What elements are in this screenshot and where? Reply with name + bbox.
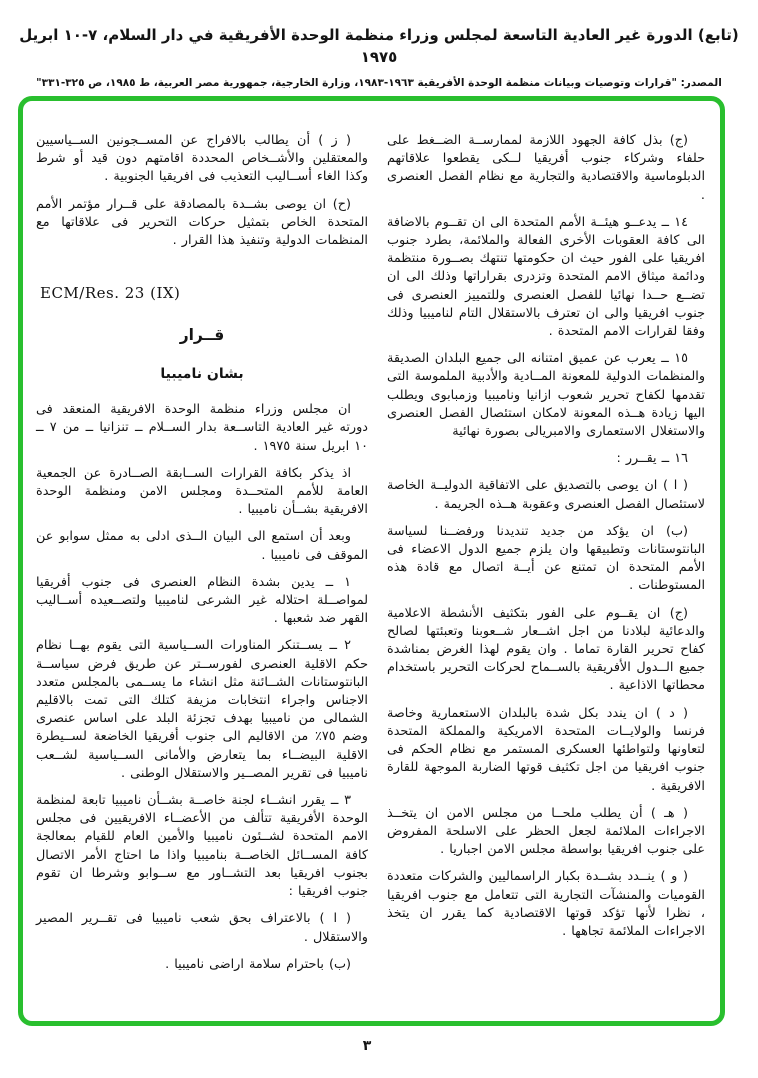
paragraph: (ج) ان يقــوم على الفور بتكثيف الأنشطة الاعلامية والدعائية لبلادنا من اجل اشــعار شــعوبنا وتعبئتها لصالح كفاح تحرير القارة تماما . وان يقوم لهذا الغرض بمناشدة جميع الــدول الأفريقية بالســماح لحركات التحرير باستخدام محطاتها الاذاعية . (387, 605, 705, 694)
resolution-subject: بشان ناميبيا (160, 366, 244, 383)
paragraph: ١٥ ــ يعرب عن عميق امتنانه الى جميع البلدان الصديقة والمنظمات الدولية للمعونة المــادية والأدبية الملموسة التى تقدمها لكفاح تحرير شعوب ازانيا وناميبيا وزمبابوى ويطلب اليها زيادة هــذه المعونة لامكان استئصال الفصل العنصرى والاستغلال الاستعمارى والامبريالى بصورة نهائية (387, 351, 705, 440)
paragraph: ٣ ــ يقرر انشــاء لجنة خاصــة بشــأن ناميبيا تابعة لمنظمة الوحدة الأفريقية تتألف من الأعضــاء الافريقيين فى مجلس الامم المتحدة لشــئون ناميبيا والأمين العام للقيام بمعالجة كافة المســائل الخاصــة بناميبيا واذا ما احتاج الأمر الاتصال بجنوب افريقيا بعد التشــاور مع ســوابو وشرطا ان تقوم جنوب افريقيا : (36, 793, 368, 900)
paragraph: اذ يذكر بكافة القرارات الســابقة الصــادرة عن الجمعية العامة للأمم المتحــدة ومجلس الامن ومنظمة الوحدة الافريقية بشــأن ناميبيا . (36, 465, 368, 518)
paragraph: ( ا ) ان يوصى بالتصديق على الاتفاقية الدوليــة الخاصة لاستئصال الفصل العنصرى وعقوبة هــذه الجريمة . (387, 478, 705, 512)
paragraph: وبعد أن استمع الى البيان الــذى ادلى به ممثل سوابو عن الموقف فى ناميبيا . (36, 529, 368, 563)
paragraph: ( هـ ) أن يطلب ملحــا من مجلس الامن ان يتخــذ الاجراءات الملائمة لجعل الحظر على الاسلحة المفروض على جنوب افريقيا بواسطة مجلس الامن اجباريا . (387, 805, 705, 858)
paragraph: (ج) بذل كافة الجهود اللازمة لممارســة الضــغط على حلفاء وشركاء جنوب أفريقيا لــكى يقطعوا علاقاتهم الدبلوماسية والاقتصادية والتجارية مع نظام الفصل العنصرى . (387, 133, 705, 203)
paragraph: ٢ ــ يســتنكر المناورات الســياسية التى يقوم بهــا نظام حكم الاقلية العنصرى لفورســتر عن طريق فرض سياســة البانتوستانات الشــائنة مثل انشاء ما يســمى بالمجلس متعدد الاجناس واجراء انتخابات مزيفة كتلك التى تمت بالاقليم الشمالى من ناميبيا بهدف تجزئة البلد على اساس عنصرى وضم ٧٥٪ من الاقاليم الى جنوب أفريقيا الخاضعة لســيطرة الاقلية البيضــاء بما يتعارض والأمانى الســياسية لشــعب ناميبيا فى تقرير المصــير والاستقلال الوطنى . (36, 638, 368, 781)
paragraph: ان مجلس وزراء منظمة الوحدة الافريقية المنعقد فى دورته غير العادية التاســعة بدار الســلام ــ تنزانيا ــ من ٧ ــ ١٠ ابريل سنة ١٩٧٥ . (36, 402, 368, 454)
page-number: ٣ (362, 1038, 372, 1054)
paragraph: (ب) ان يؤكد من جديد تنديدنا ورفضــنا لسياسة البانتوستانات وتطبيقها وان يلزم جميع الدول الاعضاء فى الأمم المتحدة ان تمتنع عن أيــة اتصال مع قادة هذه المستوطنات . (387, 523, 705, 594)
source-line: المصدر: "قرارات وتوصيات وبيانات منظمة الوحدة الأفريقية ١٩٦٣-١٩٨٣، وزارة الخارجية، جمهورية مصر العربية، ط ١٩٨٥، ص ٣٢٥-٣٣١" (36, 77, 722, 89)
paragraph: ( د ) ان يندد بكل شدة بالبلدان الاستعمارية وخاصة فرنسا والولايــات المتحدة الامريكية والمملكة المتحدة لتعاونها ولتواطئها العسكرى المستمر مع نظام الحكم فى جنوب افريقيا من اجل تكثيف قوتها الضاربة الموجهة للقارة الافريقية . (387, 705, 705, 794)
column-left (36, 132, 368, 983)
paragraph: (ح) ان يوصى بشــدة بالمصادقة على قــرار مؤتمر الأمم المتحدة الخاص بتمثيل حركات التحرير فى علاقاتها مع المنظمات الدولية وتنفيذ هذا القرار . (36, 196, 368, 249)
paragraph: ( ا ) بالاعتراف بحق شعب ناميبيا فى تقــرير المصير والاستقلال . (36, 911, 368, 945)
page-header (0, 24, 758, 90)
paragraph: ( ز ) أن يطالب بالافراج عن المســجونين الســياسيين والمعتقلين والأشــخاص المحددة اقامتهم دون قيد أو شرط وكذا الغاء أســاليب التعذيب فى افريقيا الجنوبية . (36, 133, 368, 185)
paragraph: ١ ــ يدين بشدة النظام العنصرى فى جنوب أفريقيا لمواصــلة احتلاله غير الشرعى لناميبيا ولتصــعيده أســاليب القهر ضد شعبها . (36, 574, 368, 627)
paragraph: ( و ) ينــدد بشــدة بكبار الراسماليين والشركات متعددة القوميات والمنشآت التجارية التى تتعامل مع جنوب افريقيا ، نظرا لأنها تؤكد قوتها الاقتصادية كما يقرر ان يتخذ الاجراءات الملائمة تجاهها . (387, 869, 705, 939)
paragraph: (ب) باحترام سلامة اراضى ناميبيا . (165, 956, 351, 972)
resolution-code: ECM/Res. 23 (IX) (40, 284, 181, 303)
column-right (387, 132, 705, 950)
resolution-heading: قــرار (179, 326, 225, 345)
session-title: (تابع) الدورة غير العادية التاسعة لمجلس وزراء منظمة الوحدة الأفريقية في دار السلام، ٧-١٠ ابريل ١٩٧٥ (19, 26, 739, 66)
paragraph: ١٦ ــ يقــرر : (616, 451, 688, 467)
paragraph: ١٤ ــ يدعــو هيئــة الأمم المتحدة الى ان تقــوم بالاضافة الى كافة العقوبات الأخرى الفعالة والملائمة، بطرد جنوب افريقيا على الفور حيث ان حكومتها تنتهك بصــورة منتظمة ودائمة ميثاق الامم المتحدة وتزدرى بقراراتها وذلك الى ان تضــع حــدا نهائيا للفصل العنصرى وللتمييز العنصرى فى جنوب افريقيا والى ان تعترف بالاستقلال التام لناميبيا وذلك وفقا لقرارات الامم المتحدة . (387, 214, 705, 340)
content-frame (18, 96, 725, 1026)
